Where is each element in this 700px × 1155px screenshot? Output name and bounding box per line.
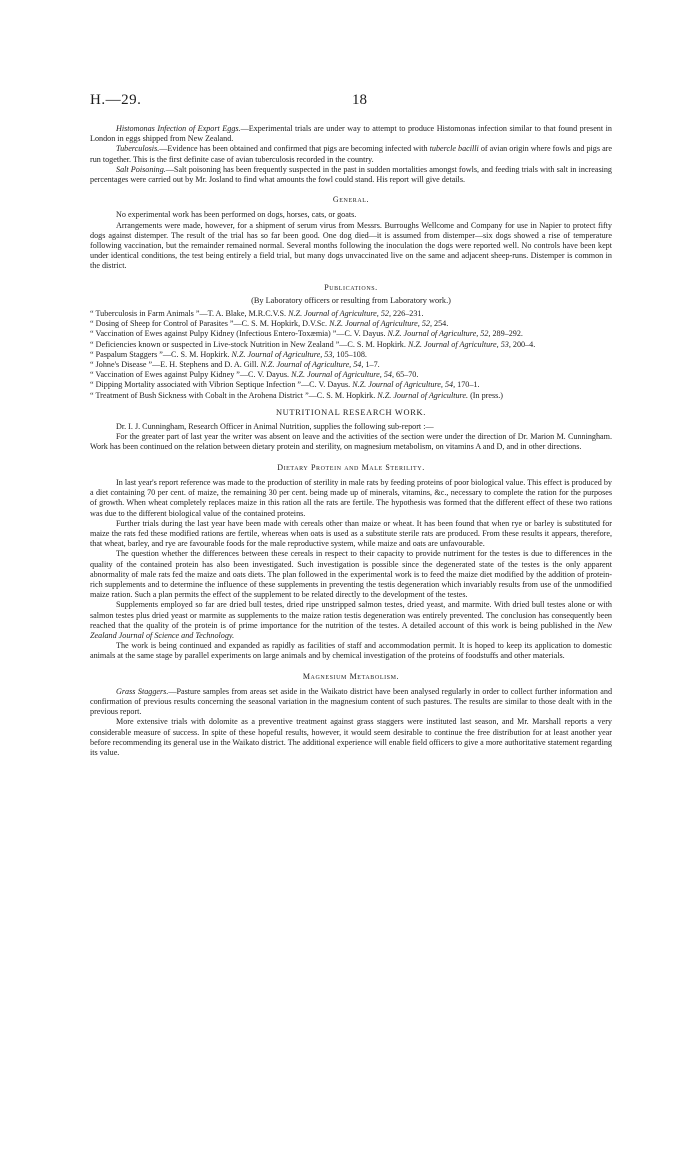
section-heading-magnesium: Magnesium Metabolism. bbox=[302, 671, 400, 681]
paragraph: The question whether the differences between these cereals in respect to their capacity to provide nutriment for the testes is due to differences in the quality of the contained protein has also been investigated. Such investigation is possible since the degenerated state of the testes is the only apparent abnormality of male rats fed the maize and oats diets. The plan followed in the experimental work is to feed the maize diet modified by the addition of protein-rich supplements and to determine the influence of these supplements in preventing the testis degeneration which invariably results from use of the unmodified maize ration. Such a plan permits the effect of the supplement to be related directly to the development of the testes. bbox=[90, 549, 612, 600]
page-number: 18 bbox=[352, 92, 367, 108]
publication-item: “ Johne's Disease ”—E. H. Stephens and D. A. Gill. N.Z. Journal of Agriculture, 54, 1–7. bbox=[90, 360, 380, 370]
publication-item: “ Deficiencies known or suspected in Live-stock Nutrition in New Zealand ”—C. S. M. Hopkirk. N.Z. Journal of Agriculture, 53, 200–4. bbox=[90, 339, 536, 349]
publication-item: “ Paspalum Staggers ”—C. S. M. Hopkirk. N.Z. Journal of Agriculture, 53, 105–108. bbox=[90, 349, 367, 359]
page-body bbox=[90, 124, 612, 758]
publication-item: “ Tuberculosis in Farm Animals ”—T. A. Blake, M.R.C.V.S. N.Z. Journal of Agriculture, 52, 226–231. bbox=[90, 309, 424, 319]
page-header bbox=[90, 92, 610, 112]
section-heading-dietary: Dietary Protein and Male Sterility. bbox=[277, 462, 425, 472]
publications-note: (By Laboratory officers or resulting from Laboratory work.) bbox=[251, 295, 451, 305]
section-heading-general: General. bbox=[332, 195, 370, 205]
paragraph-salt-poisoning: Salt Poisoning.—Salt poisoning has been frequently suspected in the past in sudden mortalities amongst fowls, and feeding trials with salt in increasing percentages were carried out by Mr. Josland to find what amounts the fowl could stand. His report will give details. bbox=[90, 164, 612, 185]
paragraph-tuberculosis: Tuberculosis.—Evidence has been obtained and confirmed that pigs are becoming infected with tubercle bacilli of avian origin where fowls and pigs are run together. This is the first definite case of avian tuberculosis recorded in the country. bbox=[90, 144, 612, 164]
publication-item: “ Vaccination of Ewes against Pulpy Kidney (Infectious Entero-Toxæmia) ”—C. V. Dayus. N.Z. Journal of Agriculture, 52, 289–292. bbox=[90, 329, 523, 339]
paragraph-grass-staggers: Grass Staggers.—Pasture samples from areas set aside in the Waikato district have been analysed regularly in order to collect further information and confirmation of previous results concerning the seasonal variation in the magnesium content of such pastures. The results are similar to those dealt with in the previous report. bbox=[90, 686, 613, 717]
section-title-nutritional: NUTRITIONAL RESEARCH WORK. bbox=[275, 407, 427, 417]
run-in-heading: Tuberculosis. bbox=[116, 144, 160, 154]
publication-item: “ Dipping Mortality associated with Vibrion Septique Infection ”—C. V. Dayus. N.Z. Journal of Agriculture, 54, 170–1. bbox=[90, 380, 480, 390]
section-heading-publications: Publications. bbox=[324, 282, 378, 292]
run-in-heading: Histomonas Infection of Export Eggs. bbox=[116, 124, 241, 133]
paragraph: For the greater part of last year the writer was absent on leave and the activities of the section were under the direction of Dr. Marion M. Cunningham. Work has been continued on the relation between dietary protein and sterility, on magnesium metabolism, on vitamins A and D, and in other directions. bbox=[90, 432, 612, 452]
run-in-heading: Grass Staggers. bbox=[116, 686, 169, 696]
paragraph: More extensive trials with dolomite as a preventive treatment against grass staggers were instituted last season, and Mr. Marshall reports a very considerable measure of success. In spite of these hopeful results, however, it would seem desirable to continue the free distribution for at least another year before recommending its general use in the Waikato district. The additional experience will enable field officers to give a more authoritative statement regarding its value. bbox=[90, 717, 612, 757]
paragraph: The work is being continued and expanded as rapidly as facilities of staff and accommodation permit. It is hoped to keep its application to domestic animals at the same stage by parallel experiments on large animals and by chemical investigation of the proteins of foodstuffs and other materials. bbox=[90, 641, 612, 661]
paragraph: Further trials during the last year have been made with cereals other than maize or wheat. It has been found that when rye or barley is substituted for maize the rats fed these modified rations are fertile, whereas when oats is used as a substitute sterile rats are produced. From these results it appears, therefore, that wheat, barley, and rye are favourable foods for the male reproductive system, while maize and oats are unfavourable. bbox=[90, 518, 612, 549]
publication-item: “ Dosing of Sheep for Control of Parasites ”—C. S. M. Hopkirk, D.V.Sc. N.Z. Journal of Agriculture, 52, 254. bbox=[90, 319, 449, 329]
run-in-heading: Salt Poisoning. bbox=[116, 164, 166, 174]
publications-list bbox=[90, 309, 612, 401]
paragraph: Dr. I. J. Cunningham, Research Officer in Animal Nutrition, supplies the following sub-report :— bbox=[116, 422, 434, 432]
paragraph: No experimental work has been performed on dogs, horses, cats, or goats. bbox=[116, 210, 357, 220]
document-reference: H.—29. bbox=[90, 92, 142, 108]
paragraph-supplements: Supplements employed so far are dried bull testes, dried ripe unstripped salmon testes, dried yeast, and marmite. With dried bull testes alone or with salmon testes plus dried yeast or marmite as supplements to the maize ration testis degeneration was entirely prevented. The conclusion has consequently been reached that the quality of the protein is of prime importance for the nutrition of the testes. A detailed account of this work is being published in the New Zealand Journal of Science and Technology. bbox=[90, 600, 612, 640]
paragraph: In last year's report reference was made to the production of sterility in male rats by feeding proteins of poor biological value. This effect is produced by a diet containing 70 per cent. of maize, the remaining 30 per cent. being made up of minerals, vitamins, &c., necessary to complete the ration for the purposes of growth. When wheat completely replaces maize in this ration all the rats are fertile. The hypothesis was formed that the different effect of these two rations was due to the different biological value of the contained proteins. bbox=[90, 477, 612, 518]
publication-item: “ Vaccination of Ewes against Pulpy Kidney ”—C. V. Dayus. N.Z. Journal of Agriculture, 54, 65–70. bbox=[90, 370, 419, 380]
publication-item: “ Treatment of Bush Sickness with Cobalt in the Arohena District ”—C. S. M. Hopkirk. N.Z. Journal of Agriculture. (In press.) bbox=[90, 390, 504, 400]
paragraph-histomonas: Histomonas Infection of Export Eggs.—Experimental trials are under way to attempt to produce Histomonas infection similar to that found present in London in eggs shipped from New Zealand. bbox=[90, 124, 612, 144]
paragraph: Arrangements were made, however, for a shipment of serum virus from Messrs. Burroughs Wellcome and Company for use in Napier to protect fifty dogs against distemper. The result of the trial has so far been good. One dog died—it is assumed from distemper—six dogs showed a rise of temperature following vaccination, but the remainder remained normal. Several months following the inoculation the dogs were reported well. No controls have been kept under identical conditions, the test being entirely a field trial, but many dogs unvaccinated live on the same and adjacent sheep-runs. Distemper is common in the district. bbox=[90, 220, 612, 271]
